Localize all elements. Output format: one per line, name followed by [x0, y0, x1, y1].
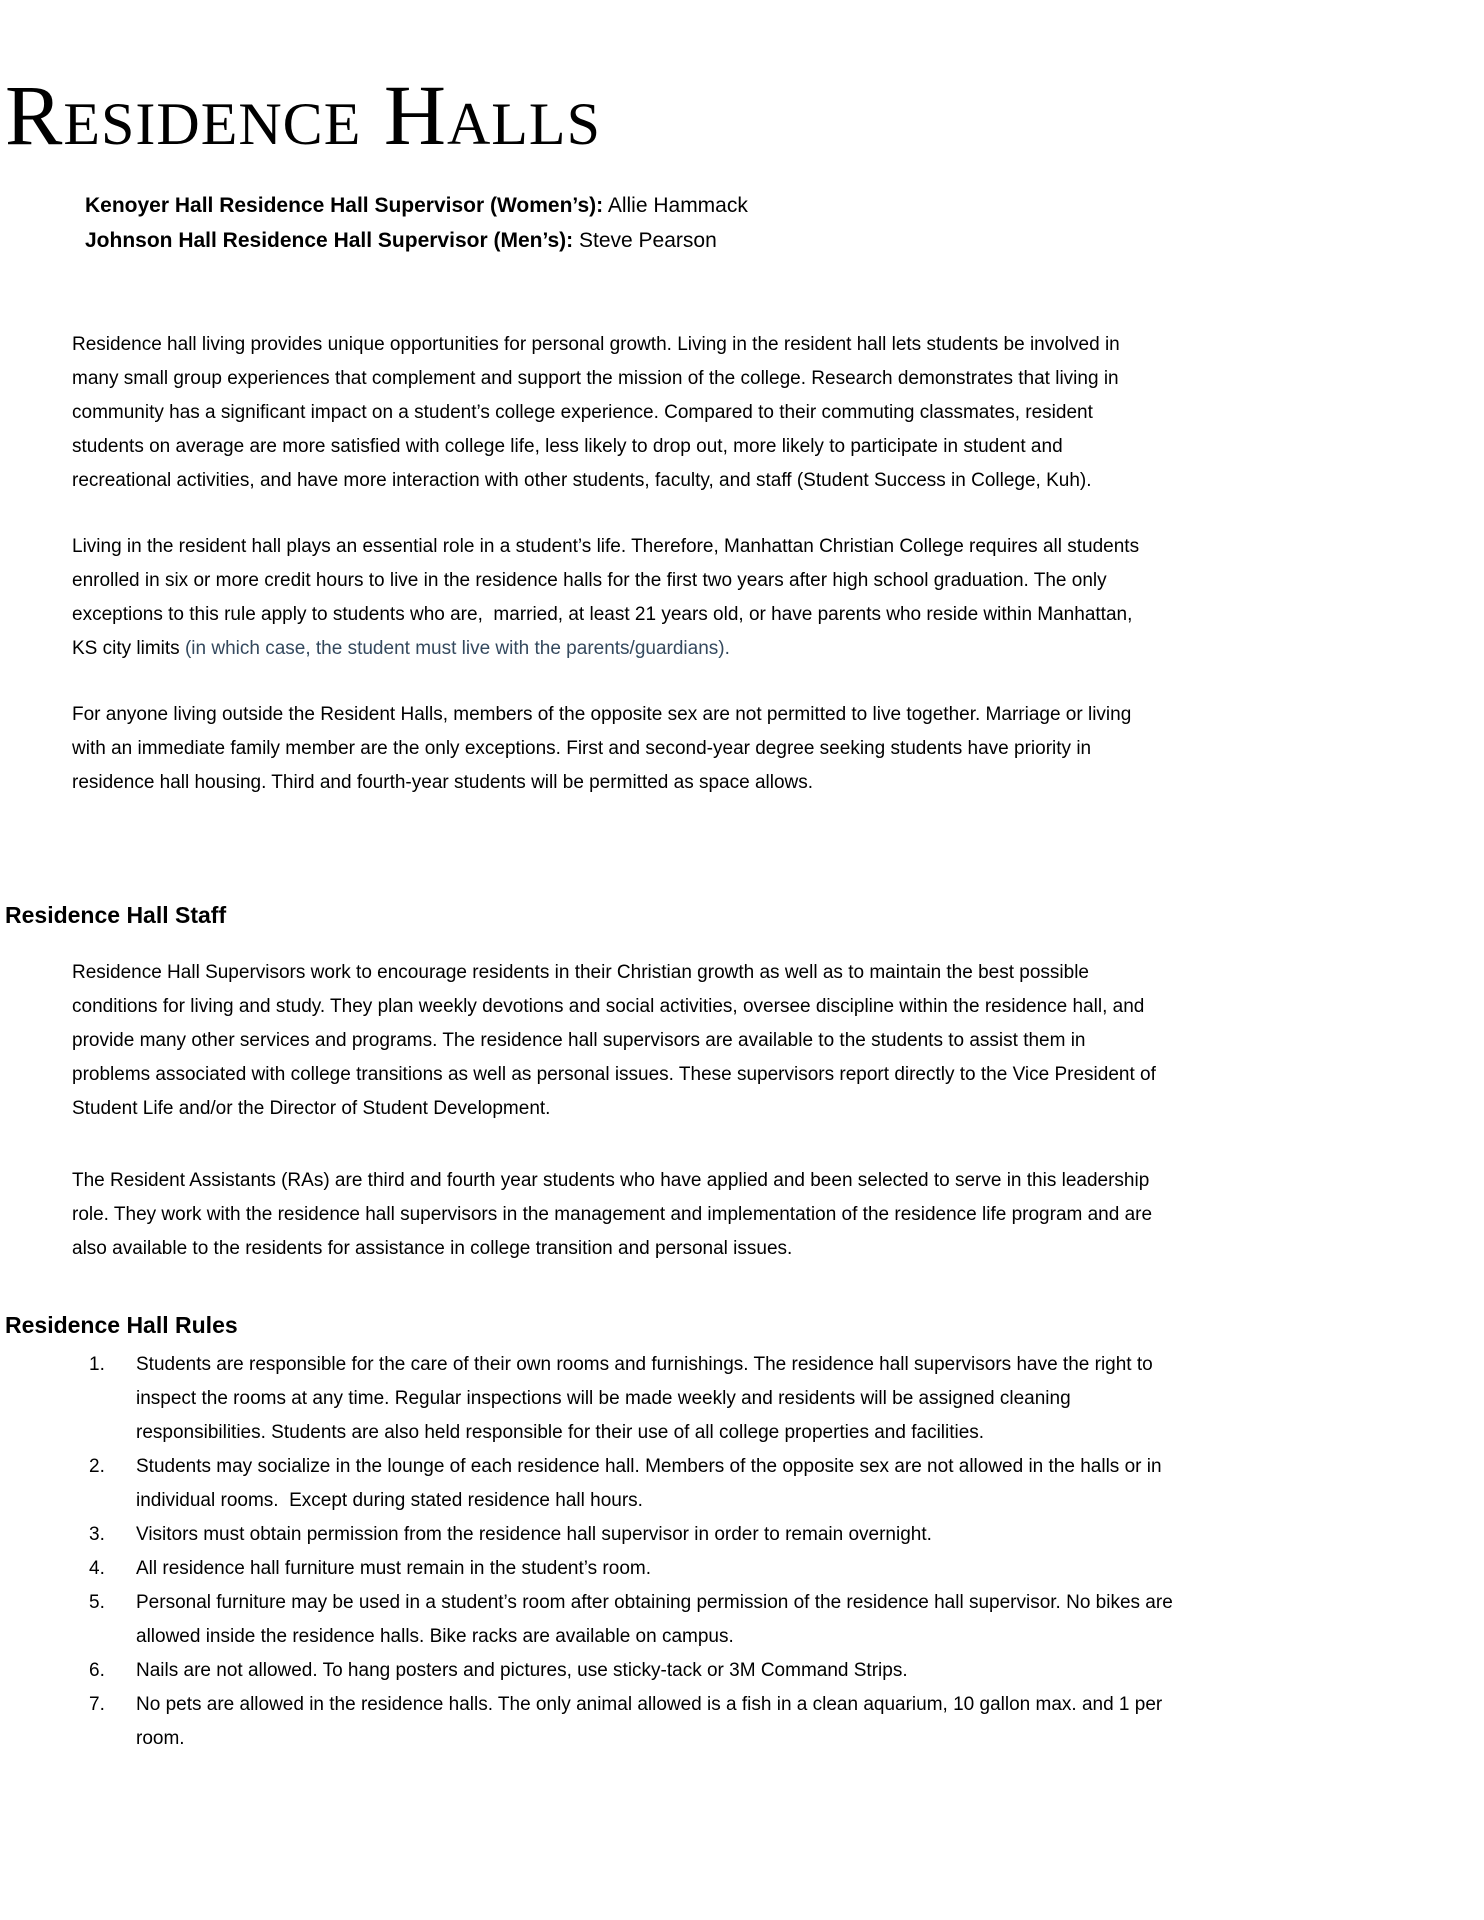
- staff-paragraph-1: Residence Hall Supervisors work to encourage residents in their Christian growth as well as to maintain the best possible conditions for living and study. They plan weekly devotions and social activities, oversee discipline within the residence hall, and provide many other services and programs. The residence hall supervisors are available to the students to assist them in problems associated with college transitions as well as personal issues. These supervisors report directly to the Vice President of Student Life and/or the Director of Student Development.: [72, 962, 1162, 1119]
- rule-item: [89, 1654, 1179, 1688]
- rule-text: Students are responsible for the care of their own rooms and furnishings. The residence hall supervisors have the right to inspect the rooms at any time. Regular inspections will be made weekly and residents will be assigned cleaning responsibilities. Students are also held responsible for their use of all college properties and facilities.: [136, 1354, 1158, 1443]
- rule-text: Nails are not allowed. To hang posters and pictures, use sticky-tack or 3M Command Strips.: [136, 1660, 908, 1681]
- supervisor-label: Johnson Hall Residence Hall Supervisor (Men’s):: [85, 229, 574, 252]
- rule-text: All residence hall furniture must remain in the student’s room.: [136, 1558, 652, 1579]
- staff-paragraph-2: The Resident Assistants (RAs) are third and fourth year students who have applied and been selected to serve in this leadership role. They work with the residence hall supervisors in the management and implementation of the residence life program and are also available to the residents for assistance in college transition and personal issues.: [72, 1170, 1158, 1259]
- supervisor-line-kenoyer: [85, 188, 1444, 223]
- rule-number: 5.: [89, 1592, 105, 1613]
- rule-number: 4.: [89, 1558, 105, 1579]
- rule-item: [89, 1450, 1179, 1518]
- section-heading-staff: Residence Hall Staff: [5, 902, 227, 928]
- supervisor-name: Allie Hammack: [603, 194, 748, 217]
- policy-text: Living in the resident hall plays an essential role in a student’s life. Therefore, Manhattan Christian College requires all students enrolled in six or more credit hours to live in the residence halls for the first two years after high school graduation. The only exceptions to this rule apply to students who are, married, at least 21 years old, or have parents who reside within Manhattan, KS city limits: [72, 536, 1145, 659]
- intro-paragraph-1: Residence hall living provides unique opportunities for personal growth. Living in the resident hall lets students be involved in many small group experiences that complement and support the mission of the college. Research demonstrates that living in community has a significant impact on a student’s college experience. Compared to their commuting classmates, resident students on average are more satisfied with college life, less likely to drop out, more likely to participate in student and recreational activities, and have more interaction with other students, faculty, and staff (Student Success in College, Kuh).: [72, 334, 1126, 491]
- rule-number: 1.: [89, 1354, 105, 1375]
- rule-item: [89, 1586, 1179, 1654]
- rule-number: 2.: [89, 1456, 105, 1477]
- rule-item: [89, 1688, 1179, 1756]
- intro-paragraph-3: For anyone living outside the Resident Halls, members of the opposite sex are not permitted to live together. Marriage or living with an immediate family member are the only exceptions. First and second-year degree seeking students have priority in residence hall housing. Third and fourth-year students will be permitted as space allows.: [72, 704, 1137, 793]
- staff-section-body: [3, 956, 1444, 1266]
- supervisor-line-johnson: [85, 223, 1444, 258]
- supervisor-block: [85, 188, 1444, 258]
- rule-item: [89, 1518, 1179, 1552]
- rule-number: 3.: [89, 1524, 105, 1545]
- rule-number: 7.: [89, 1694, 105, 1715]
- rule-text: Visitors must obtain permission from the residence hall supervisor in order to remain overnight.: [136, 1524, 932, 1545]
- policy-highlight-text: (in which case, the student must live with the parents/guardians).: [184, 638, 730, 659]
- supervisor-label: Kenoyer Hall Residence Hall Supervisor (Women’s):: [85, 194, 604, 217]
- intro-paragraph-2: [72, 530, 1157, 666]
- rule-item: [89, 1348, 1179, 1450]
- rule-text: Students may socialize in the lounge of each residence hall. Members of the opposite sex are not allowed in the halls or in individual rooms. Except during stated residence hall hours.: [136, 1456, 1167, 1511]
- rule-text: No pets are allowed in the residence halls. The only animal allowed is a fish in a clean aquarium, 10 gallon max. and 1 per room.: [136, 1694, 1168, 1749]
- rule-item: [89, 1552, 1179, 1586]
- rule-text: Personal furniture may be used in a student’s room after obtaining permission of the residence hall supervisor. No bikes are allowed inside the residence halls. Bike racks are available on campus.: [136, 1592, 1179, 1647]
- rule-number: 6.: [89, 1660, 105, 1681]
- rules-list: [89, 1348, 1179, 1756]
- supervisor-name: Steve Pearson: [573, 229, 717, 252]
- section-heading-rules: Residence Hall Rules: [5, 1312, 238, 1338]
- page-title: Residence Halls: [5, 67, 601, 163]
